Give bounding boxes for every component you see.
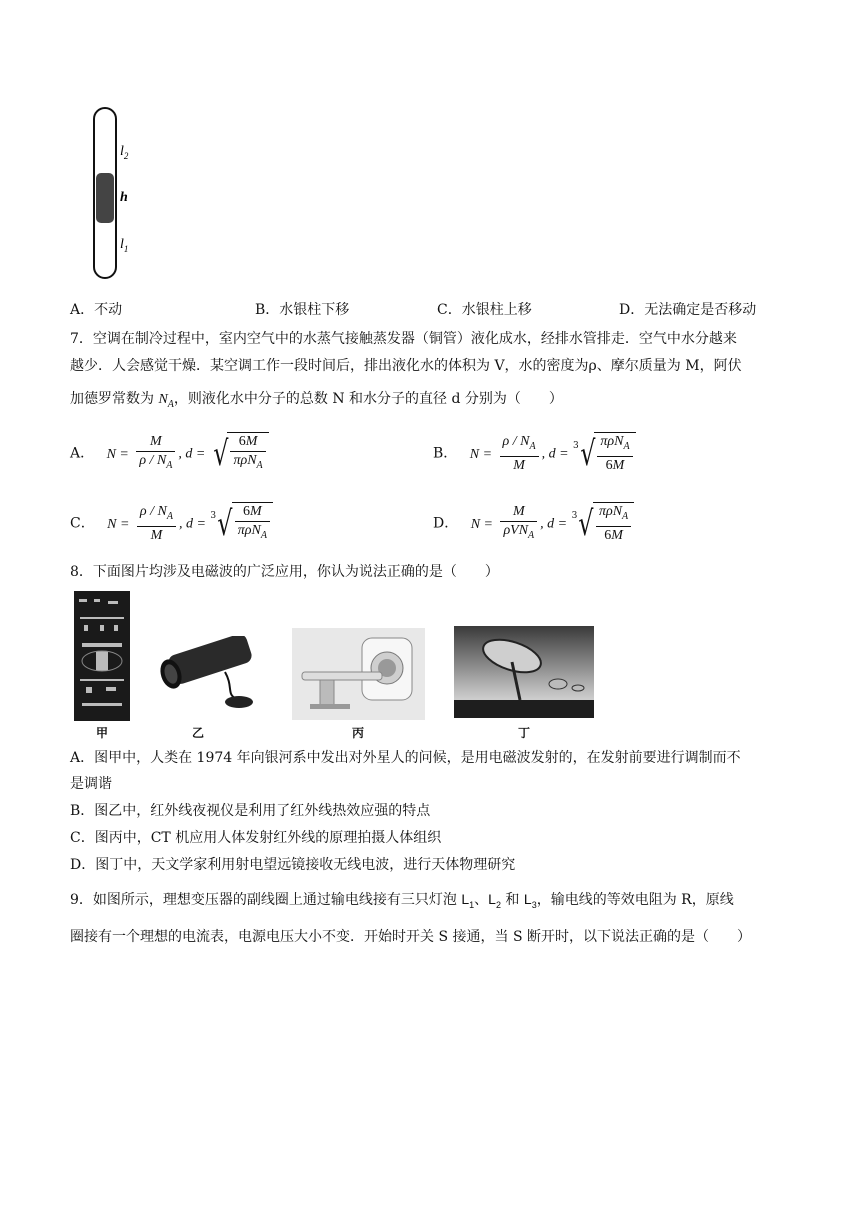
figure-jia-caption: 甲 xyxy=(95,726,108,740)
figure-ding-image xyxy=(454,626,594,718)
q9-stem-line1: 9．如图所示，理想变压器的副线圈上通过输电线接有三只灯泡 $L_1$、$L_2$ 和 $L_3$，输电线的等效电阻为 R，原线 xyxy=(70,891,734,910)
q7-option-b: B． N = $\frac{\rho / N_A}{M}$ , d = $^3$√ $\frac{\pi\rho N_A}{6M}$ xyxy=(433,432,636,475)
q8-option-b: B．图乙中，红外线夜视仪是利用了红外线热效应强的特点 xyxy=(70,803,431,819)
figure-yi-image xyxy=(155,636,265,714)
q8-option-c: C．图丙中，CT 机应用人体发射红外线的原理拍摄人体组织 xyxy=(70,830,442,846)
figure-ding-caption: 丁 xyxy=(517,726,530,740)
q9-stem-line2: 圈接有一个理想的电流表，电源电压大小不变．开始时开关 S 接通，当 S 断开时，以下说法正确的是（ ） xyxy=(70,929,751,945)
label-l1: $l_1$ xyxy=(120,237,129,254)
label-h: h xyxy=(120,190,128,205)
q6-option-d: D．无法确定是否移动 xyxy=(619,302,757,318)
q8-option-d: D．图丁中，天文学家利用射电望远镜接收无线电波，进行天体物理研究 xyxy=(70,857,516,873)
mercury-tube-figure xyxy=(80,105,150,283)
q6-option-b: B．水银柱下移 xyxy=(255,302,350,318)
q7-stem-line3: 加德罗常数为 $N_A$，则液化水中分子的总数 N 和水分子的直径 d 分别为（ ） xyxy=(70,391,563,410)
label-l2: $l_2$ xyxy=(120,144,129,161)
q7-option-c: C． N = $\frac{\rho / N_A}{M}$ , d = $^3$√ $\frac{6M}{\pi\rho N_A}$ xyxy=(70,502,273,545)
q8-option-a-line1: A．图甲中，人类在 1974 年向银河系中发出对外星人的问候，是用电磁波发射的，在发射前要进行调制而不 xyxy=(70,750,741,766)
q7-option-a: A． N = $\frac{M}{\rho / N_A}$ , d = √ $\frac{6M}{\pi\rho N_A}$ xyxy=(70,432,269,475)
q6-option-c: C．水银柱上移 xyxy=(437,302,532,318)
figure-yi-caption: 乙 xyxy=(191,726,204,740)
q7-stem-line2: 越少．人会感觉干燥．某空调工作一段时间后，排出液化水的体积为 V，水的密度为ρ、摩尔质量为 M，阿伏 xyxy=(70,358,742,374)
figure-jia-image xyxy=(74,591,130,721)
q6-option-a: A．不动 xyxy=(70,302,123,318)
figure-bing-image xyxy=(292,628,425,720)
q8-option-a-line2: 是调谐 xyxy=(70,776,112,792)
mercury-column xyxy=(96,173,114,223)
q7-stem-line1: 7．空调在制冷过程中，室内空气中的水蒸气接触蒸发器（铜管）液化成水，经排水管排走．空气中水分越来 xyxy=(70,331,737,347)
figure-bing-caption: 丙 xyxy=(351,726,364,740)
q7-option-d: D． N = $\frac{M}{\rho VN_A}$ , d = $^3$√ $\frac{\pi\rho N_A}{6M}$ xyxy=(433,502,634,545)
q8-stem: 8．下面图片均涉及电磁波的广泛应用，你认为说法正确的是（ ） xyxy=(70,564,499,580)
